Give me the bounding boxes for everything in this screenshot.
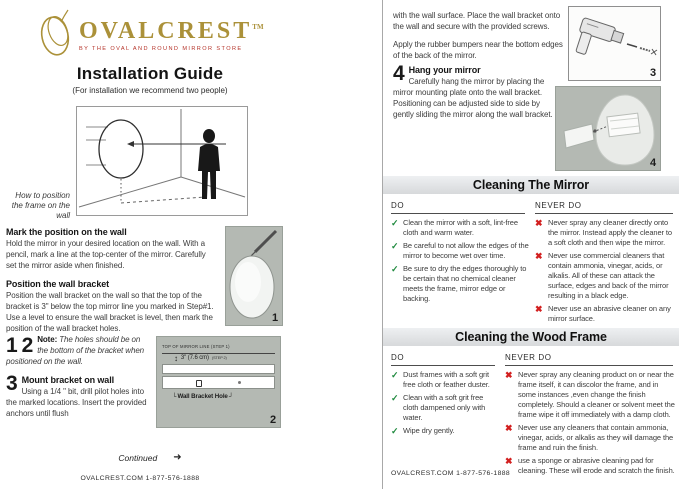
do-item-text: Be sure to dry the edges thoroughly to be certain that no chemical cleaner meets the frame, mirror edge or backing.	[403, 264, 527, 303]
figure-2-label: 2	[269, 414, 276, 426]
list-item	[391, 370, 499, 390]
step-3-number: 3	[6, 372, 18, 395]
cleaning-wood-frame-header: Cleaning the Wood Frame	[383, 328, 679, 346]
list-item	[391, 241, 529, 261]
never-item-text: Never use an abrasive cleaner on any mirror surface.	[548, 304, 671, 323]
continuation-paragraph-1: with the wall surface. Place the wall bracket onto the wall and secure with the provided screws.	[393, 11, 561, 31]
frame-never-do-header: NEVER DO	[505, 352, 673, 366]
note-text: The holes should be on the bottom of the bracket when positioned on the wall.	[6, 335, 145, 366]
figure-4-label: 4	[649, 157, 656, 169]
list-item	[535, 304, 675, 324]
bracket-measurement	[174, 354, 275, 363]
list-item	[535, 218, 675, 248]
mirror-never-do-header: NEVER DO	[535, 200, 673, 214]
brand-tagline: BY THE OVAL AND ROUND MIRROR STORE	[79, 46, 243, 52]
do-item-text: Be careful to not allow the edges of the mirror to become wet over time.	[403, 241, 529, 260]
step-1-body: Hold the mirror in your desired location on the wall. With a pencil, mark a line at the top-center of the mirror. Carefully set the mirror aside when finished.	[6, 239, 206, 270]
never-item-text: Never use commercial cleaners that contain ammonia, vinegar, acids, or alkalis. All of these can attack the surface, edges and back of the mirror resulting in a black edge.	[548, 251, 669, 300]
installation-steps	[6, 226, 306, 434]
do-item-text: Wipe dry gently.	[403, 426, 455, 435]
mirror-do-header: DO	[391, 200, 525, 214]
step-3-continuation	[393, 10, 563, 68]
measure-value: 3" (7.6 cm)	[180, 355, 209, 361]
top-of-mirror-line-label: TOP OF MIRROR LINE (STEP 1)	[162, 341, 275, 354]
figure-1-mark-mirror	[225, 226, 283, 326]
list-item	[505, 370, 675, 420]
never-item-text: use a sponge or abrasive cleaning pad for cleaning. These will erode and scratch the finish.	[518, 456, 675, 475]
measure-step-tag: (STEP 2)	[211, 356, 227, 360]
trademark-symbol: TM	[252, 23, 264, 31]
arrow-right-icon: ➜	[173, 452, 182, 463]
list-item	[505, 456, 675, 476]
drill-illustration-icon	[569, 7, 660, 80]
mirror-do-list	[391, 218, 529, 307]
brand-text	[79, 6, 264, 52]
positioning-diagram	[76, 106, 248, 216]
list-item	[505, 423, 675, 453]
ovalcrest-o-script-icon	[38, 6, 74, 58]
cross-icon: ✖	[535, 251, 543, 261]
cross-icon: ✖	[505, 423, 513, 433]
positioning-diagram-icon	[77, 107, 247, 215]
step-1-heading: Mark the position on the wall	[6, 227, 127, 237]
step-2-body: Position the wall bracket on the wall so that the top of the bracket is 3" below the top mirror line you marked in Step#1. Use a level to ensure the wall bracket is level, then mark the position of the wall bracket holes.	[6, 291, 214, 333]
continuation-paragraph-2: Apply the rubber bumpers near the bottom edges of the back of the mirror.	[393, 40, 563, 60]
do-item-text: Dust frames with a soft grit free cloth or feather duster.	[403, 370, 490, 389]
check-icon: ✓	[391, 370, 399, 380]
figure-2-bracket-diagram	[156, 336, 281, 428]
continued-note	[95, 452, 205, 463]
note-label: Note:	[37, 335, 58, 344]
check-icon: ✓	[391, 393, 399, 403]
never-item-text: Never spray any cleaning product on or near the frame itself, it can discolor the frame, and in some instances ,even change the finish completely. Should a cleaner or solvent meet the frame wipe it off immediately with a damp cloth.	[518, 370, 675, 419]
mirror-never-do-list	[535, 218, 675, 327]
right-page-footer: OVALCREST.COM 1-877-576-1888	[391, 470, 511, 477]
left-page-footer: OVALCREST.COM 1-877-576-1888	[80, 475, 200, 482]
do-item-text: Clean the mirror with a soft, lint-free cloth and warm water.	[403, 218, 518, 237]
cross-icon: ✖	[505, 456, 513, 466]
continued-text: Continued	[118, 452, 158, 463]
list-item	[535, 251, 675, 301]
never-item-text: Never spray any cleaner directly onto the mirror. Instead apply the cleaner to a soft cloth and then wipe the mirror.	[548, 218, 672, 247]
figure-1-label: 1	[271, 312, 278, 324]
cross-icon: ✖	[535, 218, 543, 228]
check-icon: ✓	[391, 426, 399, 436]
right-page	[383, 0, 679, 489]
mirror-pencil-illustration-icon	[226, 227, 282, 325]
list-item	[391, 393, 499, 423]
step-3-heading: Mount bracket on wall	[21, 375, 115, 385]
list-item	[391, 426, 499, 436]
figure-3-label: 3	[649, 67, 656, 79]
step-2-heading: Position the wall bracket	[6, 279, 110, 289]
step-2-number: 2	[21, 334, 34, 357]
frame-do-header: DO	[391, 352, 495, 366]
brand-wordmark: OVALCREST	[79, 18, 253, 44]
figure-4-hang-mirror	[555, 86, 661, 171]
wall-bracket-bar	[162, 364, 275, 374]
page-subtitle: (For installation we recommend two people)	[72, 86, 228, 95]
bracket-screw-icon	[238, 381, 241, 384]
cross-icon: ✖	[535, 304, 543, 314]
list-item	[391, 218, 529, 238]
list-item	[391, 264, 529, 304]
check-icon: ✓	[391, 241, 399, 251]
measure-arrow-icon: ↕	[174, 354, 178, 363]
brand-logo	[38, 6, 264, 58]
wall-bracket-hole-label: └ Wall Bracket Hole ┘	[172, 391, 275, 402]
check-icon: ✓	[391, 218, 399, 228]
check-icon: ✓	[391, 264, 399, 274]
diagram-caption: How to position the frame on the wall	[11, 191, 70, 220]
do-item-text: Clean with a soft grit free cloth dampened only with water.	[403, 393, 486, 422]
step-4	[393, 64, 558, 120]
step-4-body: Carefully hang the mirror by placing the mirror mounting plate onto the wall bracket. Positioning can be adjusted side to side by gently sliding the mirror along the wall bracket.	[393, 77, 553, 119]
cleaning-mirror-header: Cleaning The Mirror	[383, 176, 679, 194]
brand-name	[79, 14, 264, 44]
wall-bracket-bar-with-holes	[162, 376, 275, 389]
step-3-body: Using a 1/4 " bit, drill pilot holes into the marked locations. Insert the provided anchors until flush	[6, 387, 147, 418]
step-4-heading: Hang your mirror	[408, 65, 481, 75]
never-item-text: Never use any cleaners that contain ammonia, vinegar, acids, or alkalis as they will damage the frame and ruin the finish.	[518, 423, 674, 452]
step-4-number: 4	[393, 62, 405, 85]
page-title: Installation Guide	[76, 64, 224, 83]
mirror-back-illustration-icon	[556, 87, 660, 170]
frame-do-list	[391, 370, 499, 439]
step-1-number: 1	[6, 334, 18, 357]
bracket-hole-icon	[196, 380, 202, 387]
figure-3-drill	[568, 6, 661, 81]
frame-never-do-list	[505, 370, 675, 479]
cross-icon: ✖	[505, 370, 513, 380]
